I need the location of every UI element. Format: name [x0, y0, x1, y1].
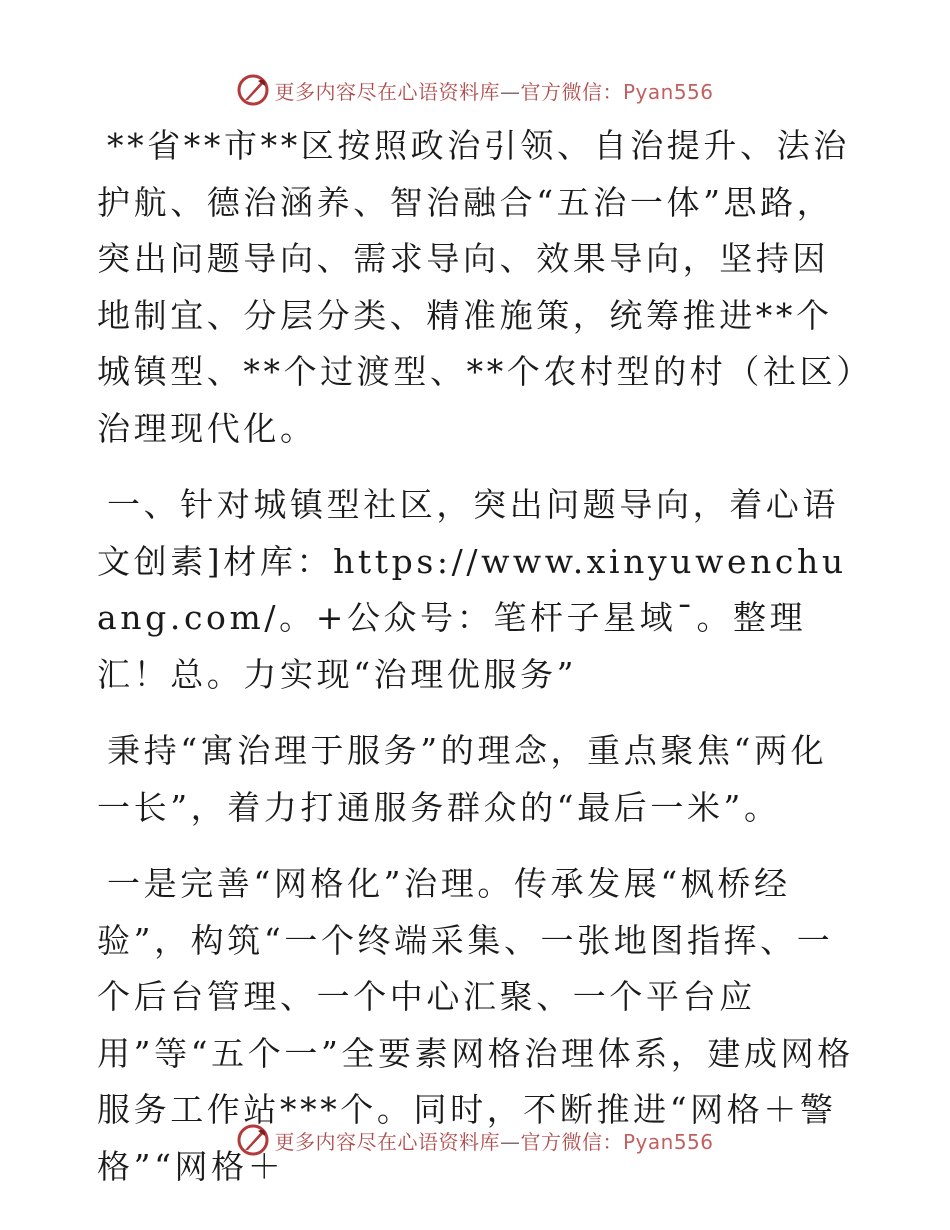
quill-logo-icon: [236, 1123, 270, 1157]
watermark-separator: —: [499, 79, 521, 104]
quill-logo-icon: [236, 73, 270, 107]
watermark-id: Pyan556: [622, 79, 714, 104]
watermark-id: Pyan556: [622, 1129, 714, 1154]
watermark-text: [274, 1126, 713, 1155]
header-watermark: [0, 70, 950, 110]
watermark-suffix: 官方微信：: [520, 1129, 623, 1154]
paragraph-service-concept: 秉持“寓治理于服务”的理念，重点聚焦“两化一长”，着力打通服务群众的“最后一米”。: [97, 731, 828, 827]
paragraph-grid-governance: 一是完善“网格化”治理。传承发展“枫桥经验”，构筑“一个终端采集、一张地图指挥、一个后台管理、一个中心汇聚、一个平台应用”等“五个一”全要素网格治理体系，建成网格服务工作站***个。同时，不断推进“网格＋警格”“网格＋: [97, 864, 854, 1186]
watermark-text: [274, 76, 713, 105]
footer-watermark: [0, 1120, 950, 1160]
watermark-suffix: 官方微信：: [520, 79, 623, 104]
paragraph-intro: **省**市**区按照政治引领、自治提升、法治护航、德治涵养、智治融合“五治一体”思路，突出问题导向、需求导向、效果导向，坚持因地制宜、分层分类、精准施策，统筹推进**个城镇型、**个过渡型、**个农村型的村（社区）治理现代化。: [97, 126, 857, 448]
document-body: [97, 118, 857, 1215]
watermark-separator: —: [499, 1129, 521, 1154]
watermark-title: 更多内容尽在心语资料库: [274, 79, 500, 104]
paragraph-section-one-heading: 一、针对城镇型社区，突出问题导向，着心语文创素]材库：https://www.xinyuwenchuang.com/。+公众号：笔杆子星域¯。整理汇！总。力实现“治理优服务”: [97, 485, 847, 694]
watermark-title: 更多内容尽在心语资料库: [274, 1129, 500, 1154]
